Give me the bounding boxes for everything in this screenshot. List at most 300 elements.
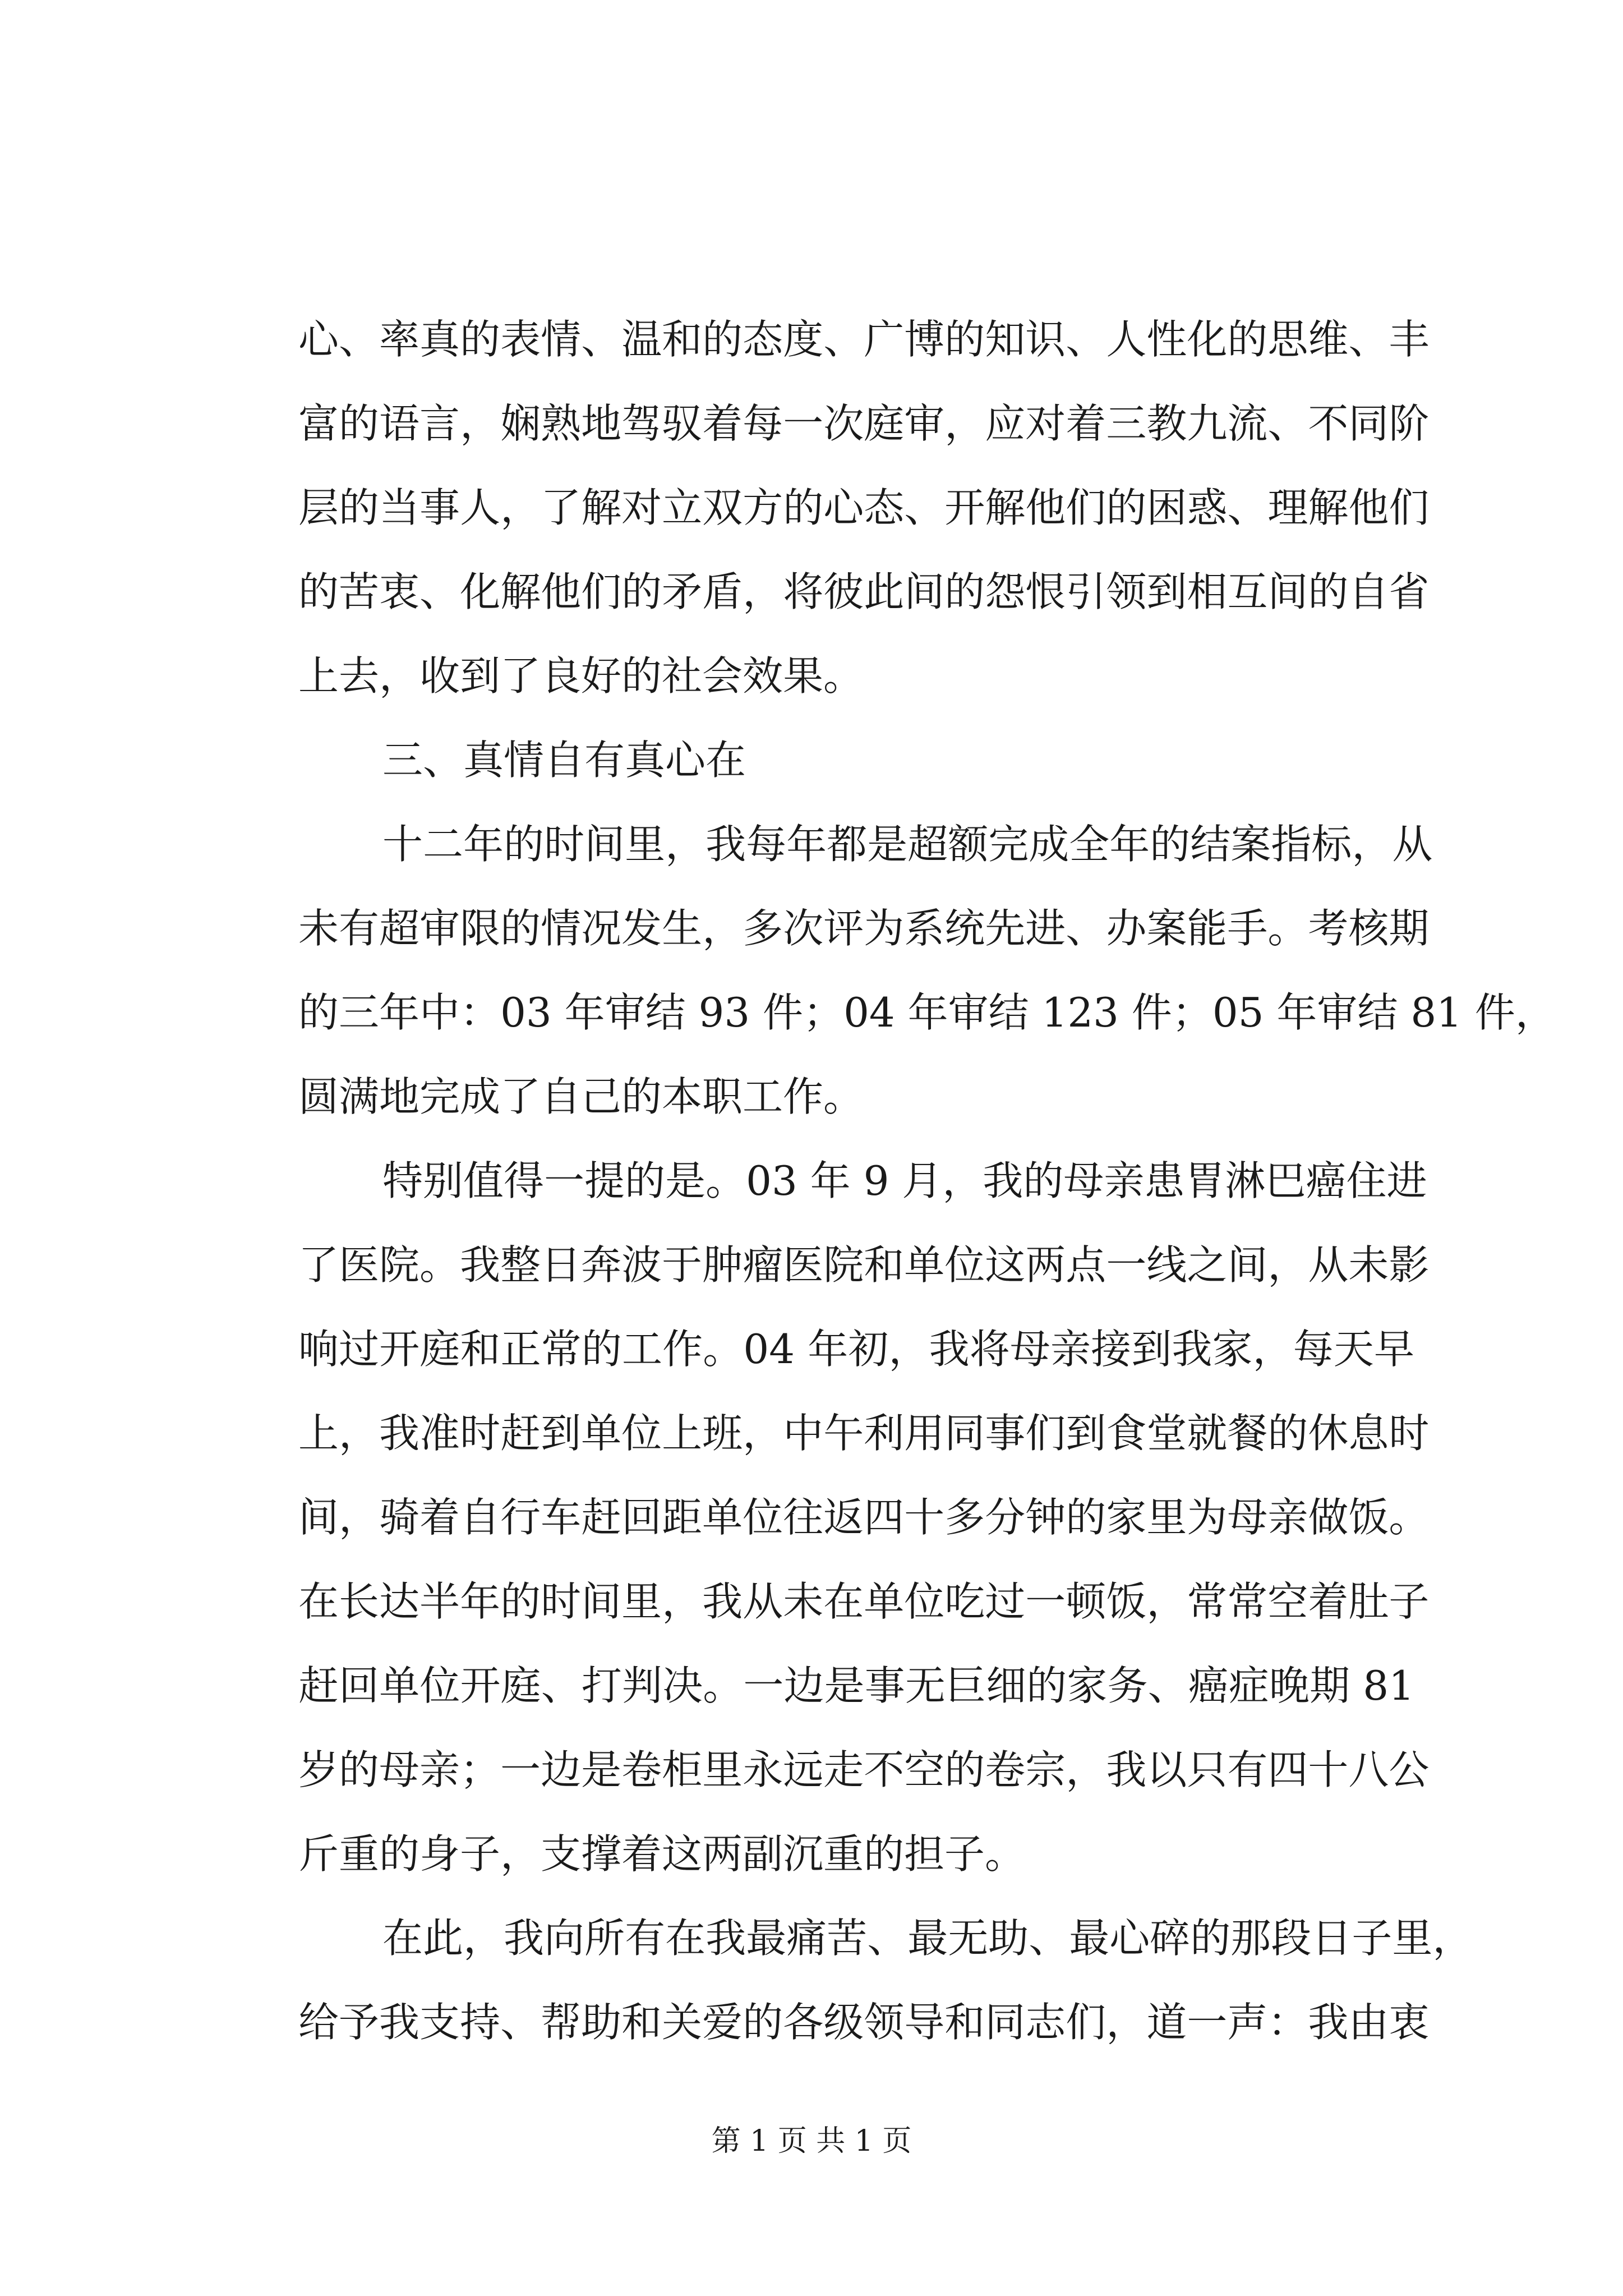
text-char: 苦 <box>339 568 380 615</box>
text-char: 博 <box>904 316 945 363</box>
text-char: 指 <box>1271 821 1312 868</box>
text-char: 返 <box>823 1494 864 1541</box>
text-char <box>1350 1644 1363 1728</box>
text-char: 化 <box>1187 316 1228 363</box>
text-char <box>1029 970 1042 1055</box>
text-char: 母 <box>379 1746 420 1793</box>
text-char: 1 <box>1041 989 1068 1036</box>
text-char: 长 <box>339 1578 380 1625</box>
text-char: 矛 <box>662 568 703 615</box>
text-char: 我 <box>379 1999 420 2046</box>
text-char: 两 <box>1025 1241 1066 1289</box>
text-char: 过 <box>339 1326 380 1373</box>
text-char: 性 <box>1146 316 1187 363</box>
text-char: 的 <box>298 989 339 1036</box>
text-char: 年 <box>810 1157 851 1204</box>
text-line <box>298 381 1430 466</box>
text-char: 我 <box>983 1157 1023 1204</box>
text-char: 和 <box>864 1241 905 1289</box>
text-char: 距 <box>662 1494 703 1541</box>
text-char: 发 <box>621 905 662 952</box>
text-char: 位 <box>944 1241 985 1289</box>
text-char: 务 <box>1107 1662 1148 1709</box>
text-char: 心 <box>1109 1915 1150 1962</box>
text-char: 领 <box>864 1999 905 2046</box>
text-char: 着 <box>702 400 743 447</box>
text-char: 、 <box>339 316 380 363</box>
text-char: 结 <box>988 989 1029 1036</box>
text-char: 打 <box>581 1662 622 1709</box>
text-char: 相 <box>1187 568 1228 615</box>
text-char: 次 <box>783 905 824 952</box>
text-char <box>1264 970 1277 1055</box>
text-char: 自 <box>460 1494 501 1541</box>
text-char: 了 <box>298 1241 339 1289</box>
text-char: 为 <box>864 905 905 952</box>
text-char: 我 <box>504 1915 545 1962</box>
text-line <box>298 1139 1427 1223</box>
text-char: 在 <box>665 1915 706 1962</box>
text-char: ， <box>500 484 541 531</box>
text-char: 患 <box>1144 1157 1185 1204</box>
text-char: 提 <box>584 1157 625 1204</box>
text-char: 考 <box>1308 905 1349 952</box>
text-char: 地 <box>581 400 622 447</box>
text-char: 真 <box>419 316 460 363</box>
text-char: 只 <box>1187 1746 1228 1793</box>
text-char: 子 <box>1389 1578 1430 1625</box>
text-char: 住 <box>1346 1157 1387 1204</box>
document-body <box>298 297 1556 2064</box>
text-char: ， <box>1146 1578 1187 1625</box>
text-char <box>851 1139 864 1223</box>
text-char: 0 <box>843 989 869 1036</box>
text-char: 到 <box>1131 1326 1172 1373</box>
text-char: 间 <box>1267 568 1308 615</box>
text-char: 位 <box>904 1578 945 1625</box>
text-char: 度 <box>783 316 824 363</box>
text-char: 0 <box>500 989 526 1036</box>
text-char: 娴 <box>500 400 541 447</box>
text-char: 段 <box>1271 1915 1312 1962</box>
text-char <box>889 1139 902 1223</box>
text-char: 有 <box>1227 1746 1268 1793</box>
text-char: 癌 <box>1188 1662 1229 1709</box>
text-char: 期 <box>1310 1662 1350 1709</box>
text-char: 九 <box>1187 400 1228 447</box>
text-char: 医 <box>339 1241 380 1289</box>
text-char: 给 <box>298 1999 339 2046</box>
text-char: 衷 <box>1389 1999 1430 2046</box>
text-char: 时 <box>1389 1410 1430 1457</box>
text-char: 苦 <box>827 1915 868 1962</box>
text-char: 十 <box>904 1494 945 1541</box>
text-char: ， <box>662 1578 703 1625</box>
text-char: 食 <box>1106 1410 1147 1457</box>
text-char: ： <box>460 989 501 1036</box>
text-char: 此 <box>423 1915 464 1962</box>
text-char: 做 <box>1308 1494 1349 1541</box>
text-char: 边 <box>783 1662 824 1709</box>
text-char: 核 <box>1348 905 1389 952</box>
text-char: 们 <box>1066 484 1106 531</box>
text-char: 工 <box>622 1326 663 1373</box>
text-char: ， <box>1106 1999 1147 2046</box>
text-char: 从 <box>743 1578 783 1625</box>
text-char: 对 <box>1025 400 1066 447</box>
text-char: 们 <box>1066 1999 1106 2046</box>
text-char: 一 <box>1106 1241 1147 1289</box>
text-char: 和 <box>944 1999 985 2046</box>
text-char: 的 <box>783 484 824 531</box>
text-char: 未 <box>298 905 339 952</box>
text-char: 子 <box>1352 1915 1393 1962</box>
text-char: 互 <box>1227 568 1268 615</box>
text-char: 驭 <box>662 400 703 447</box>
text-char: 是 <box>581 1746 622 1793</box>
text-char: 着 <box>1308 1578 1349 1625</box>
text-char: 从 <box>1308 1241 1349 1289</box>
text-char: 同 <box>1348 400 1389 447</box>
text-char: 的 <box>504 821 545 868</box>
text-char: 回 <box>339 1662 380 1709</box>
text-char: 最 <box>746 1915 787 1962</box>
text-char: 他 <box>541 568 582 615</box>
text-char: 肿 <box>702 1241 743 1289</box>
text-char: 间 <box>1227 1241 1268 1289</box>
text-char: 。 <box>703 1326 744 1373</box>
text-char: 各 <box>783 1999 824 2046</box>
text-char: 母 <box>1063 1157 1104 1204</box>
text-char: 富 <box>298 400 339 447</box>
text-char: 限 <box>460 905 501 952</box>
text-char: 解 <box>1308 484 1349 531</box>
text-char: 心 <box>823 484 864 531</box>
text-char: 于 <box>662 1241 703 1289</box>
text-char: 的 <box>1308 568 1349 615</box>
text-char: 未 <box>1348 1241 1389 1289</box>
text-char: 层 <box>298 484 339 531</box>
text-char: 空 <box>1267 1578 1308 1625</box>
text-char: 的 <box>1026 1662 1067 1709</box>
text-char: 胃 <box>1184 1157 1225 1204</box>
text-char: 开 <box>944 484 985 531</box>
text-char: 我 <box>702 1578 743 1625</box>
text-char: 驾 <box>621 400 662 447</box>
text-char: 了 <box>541 484 582 531</box>
text-char: ， <box>339 1494 380 1541</box>
text-char: 完 <box>988 821 1029 868</box>
text-char: 、 <box>823 316 864 363</box>
text-char: 能 <box>1187 905 1228 952</box>
text-char: 化 <box>460 568 501 615</box>
text-char: 为 <box>1187 1494 1228 1541</box>
text-char: ， <box>1066 1746 1106 1793</box>
text-char <box>797 1139 810 1223</box>
text-char: 息 <box>1348 1410 1389 1457</box>
text-line <box>298 1980 1430 2064</box>
text-char: 点 <box>1066 1241 1106 1289</box>
text-char: 母 <box>1227 1494 1268 1541</box>
text-char: 年 <box>786 821 827 868</box>
text-line <box>298 1559 1430 1644</box>
text-line <box>298 886 1430 970</box>
text-char: 是 <box>824 1662 865 1709</box>
text-char: 熟 <box>541 400 582 447</box>
text-char: 瘤 <box>743 1241 783 1289</box>
text-char: 维 <box>1308 316 1349 363</box>
text-char: 年 <box>460 1578 501 1625</box>
text-char: 赶 <box>500 1410 541 1457</box>
text-char: 边 <box>541 1746 582 1793</box>
text-char: 的 <box>1227 316 1268 363</box>
text-char: 时 <box>544 821 585 868</box>
text-char: 况 <box>581 905 622 952</box>
text-char: 以 <box>1146 1746 1187 1793</box>
text-char: 堂 <box>1146 1410 1187 1457</box>
text-char: ， <box>463 1915 504 1962</box>
text-char: 他 <box>1025 484 1066 531</box>
text-char: 统 <box>944 905 985 952</box>
text-char: 单 <box>379 1662 420 1709</box>
text-char: 惑 <box>1187 484 1228 531</box>
text-char: 、 <box>867 1915 908 1962</box>
text-char: 常 <box>541 1326 582 1373</box>
text-char: 省 <box>1389 568 1430 615</box>
text-char: 次 <box>823 400 864 447</box>
text-char: ， <box>1515 989 1556 1036</box>
text-char: 级 <box>823 1999 864 2046</box>
text-char: 的 <box>1150 821 1191 868</box>
text-char: 每 <box>1293 1326 1334 1373</box>
text-char <box>895 970 908 1055</box>
text-char: 生 <box>662 905 703 952</box>
text-char: 年 <box>379 989 420 1036</box>
text-char: ， <box>702 905 743 952</box>
text-char: 的 <box>500 1578 541 1625</box>
text-char: 年 <box>564 989 605 1036</box>
text-char: 宗 <box>1025 1746 1066 1793</box>
text-char: 方 <box>743 484 783 531</box>
text-char: 院 <box>379 1241 420 1289</box>
text-char: 言 <box>419 400 460 447</box>
text-char: 的 <box>339 484 380 531</box>
text-char: 阶 <box>1389 400 1430 447</box>
text-char: 年 <box>1109 821 1150 868</box>
text-char: 家 <box>1106 1494 1147 1541</box>
text-char: 4 <box>869 989 895 1036</box>
text-char: 盾 <box>702 568 743 615</box>
text-char: 二 <box>423 821 464 868</box>
text-char: 和 <box>621 1999 662 2046</box>
text-char: 十 <box>382 821 423 868</box>
text-char: 超 <box>907 821 948 868</box>
text-char: 审 <box>948 989 989 1036</box>
text-char: 温 <box>621 316 662 363</box>
text-char <box>686 970 699 1055</box>
text-char: 、 <box>419 568 460 615</box>
text-char: 的 <box>1066 1494 1106 1541</box>
text-char: 日 <box>541 1241 582 1289</box>
text-char: 、 <box>1227 484 1268 531</box>
text-char: 们 <box>581 568 622 615</box>
text-char: 的 <box>625 1157 666 1204</box>
text-char: 医 <box>783 1241 824 1289</box>
text-char: 、 <box>1066 905 1106 952</box>
text-char: 、 <box>1267 400 1308 447</box>
text-char: 庭 <box>500 1662 541 1709</box>
text-char: 志 <box>1025 1999 1066 2046</box>
text-char: 的 <box>743 1999 783 2046</box>
text-char: 、 <box>1147 1662 1188 1709</box>
text-char: 3 <box>771 1157 797 1204</box>
text-char: 班 <box>702 1410 743 1457</box>
page-footer: 第 1 页 共 1 页 <box>711 2124 912 2158</box>
text-char: 恨 <box>1025 568 1066 615</box>
text-char: 卷 <box>985 1746 1026 1793</box>
text-char <box>1462 970 1475 1055</box>
text-char: 对 <box>621 484 662 531</box>
text-char: ， <box>888 1326 929 1373</box>
text-char: 的 <box>1267 1410 1308 1457</box>
text-char: 饭 <box>1348 1494 1389 1541</box>
text-char: 间 <box>298 1494 339 1541</box>
text-char: 空 <box>904 1746 945 1793</box>
text-char: 别 <box>423 1157 464 1204</box>
text-char: 助 <box>581 1999 622 2046</box>
text-char: 间 <box>581 1578 622 1625</box>
text-char: 、 <box>1029 1915 1069 1962</box>
text-line <box>298 466 1430 550</box>
text-char: 无 <box>905 1662 946 1709</box>
text-line <box>298 1391 1430 1475</box>
text-char: 支 <box>419 1999 460 2046</box>
text-char: 走 <box>823 1746 864 1793</box>
text-char: 3 <box>525 989 552 1036</box>
text-char: 家 <box>1067 1662 1108 1709</box>
text-char: 0 <box>746 1157 772 1204</box>
text-char: 都 <box>827 821 868 868</box>
text-char: 判 <box>622 1662 663 1709</box>
text-char: 中 <box>419 989 460 1036</box>
text-char: 里 <box>1146 1494 1187 1541</box>
text-char: 位 <box>621 1410 662 1457</box>
text-char: 半 <box>419 1578 460 1625</box>
text-char: 接 <box>1091 1326 1132 1373</box>
text-char: 予 <box>339 1999 380 2046</box>
text-char: 年 <box>907 989 948 1036</box>
text-char: 常 <box>1227 1578 1268 1625</box>
text-char: 就 <box>1187 1410 1228 1457</box>
text-char: 声 <box>1227 1999 1268 2046</box>
text-char: 率 <box>379 316 420 363</box>
text-char: 向 <box>544 1915 585 1962</box>
text-char: 彼 <box>823 568 864 615</box>
text-char: 的 <box>944 568 985 615</box>
text-char: 审 <box>904 400 945 447</box>
text-char: 一 <box>783 400 824 447</box>
text-char: 自 <box>1348 568 1389 615</box>
text-char: 巨 <box>946 1662 986 1709</box>
text-char: 的 <box>339 1746 380 1793</box>
text-char: 教 <box>1146 400 1187 447</box>
text-line <box>298 297 1430 381</box>
text-char: 亲 <box>419 1746 460 1793</box>
text-line <box>298 1728 1430 1812</box>
text-char: 期 <box>1389 905 1430 952</box>
text-char: 过 <box>985 1578 1026 1625</box>
text-char: 利 <box>864 1410 905 1457</box>
text-char: 位 <box>419 1662 460 1709</box>
text-char: 1 <box>1389 1662 1414 1709</box>
text-char: 里 <box>621 1578 662 1625</box>
text-char: 的 <box>702 316 743 363</box>
text-char: 吃 <box>944 1578 985 1625</box>
text-char: 将 <box>783 568 824 615</box>
text-char <box>795 1307 808 1391</box>
text-char: 多 <box>944 1494 985 1541</box>
text-char: 八 <box>1348 1746 1389 1793</box>
text-char: 卷 <box>621 1746 662 1793</box>
text-char: 我 <box>706 1915 746 1962</box>
text-char: 。 <box>706 1157 746 1204</box>
text-char: 的 <box>1106 484 1147 531</box>
text-char: 在 <box>823 1578 864 1625</box>
text-char: 额 <box>948 821 989 868</box>
text-char: 事 <box>864 1662 905 1709</box>
text-char: 往 <box>783 1494 824 1541</box>
text-char <box>750 970 763 1055</box>
text-char: 件 <box>1474 989 1515 1036</box>
text-char: 的 <box>460 316 501 363</box>
text-char: 帮 <box>541 1999 582 2046</box>
text-char: 知 <box>985 316 1026 363</box>
text-char: 单 <box>904 1241 945 1289</box>
text-char: 2 <box>1067 989 1094 1036</box>
text-char: ， <box>339 1410 380 1457</box>
text-char: 应 <box>985 400 1026 447</box>
text-char: 理 <box>1267 484 1308 531</box>
text-char: 天 <box>1333 1326 1374 1373</box>
text-char: ， <box>743 568 783 615</box>
text-char: 年 <box>1276 989 1317 1036</box>
text-char: 四 <box>1267 1746 1308 1793</box>
text-char: 将 <box>969 1326 1010 1373</box>
text-char: 分 <box>985 1494 1026 1541</box>
text-char: 所 <box>584 1915 625 1962</box>
text-char: ， <box>743 1410 783 1457</box>
text-char: 由 <box>1348 1999 1389 2046</box>
text-char: 、 <box>904 484 945 531</box>
text-char: 无 <box>948 1915 989 1962</box>
text-line <box>298 1644 1414 1728</box>
text-char: 我 <box>379 1410 420 1457</box>
text-char: 这 <box>985 1241 1026 1289</box>
text-char: 单 <box>864 1578 905 1625</box>
text-char: 心 <box>298 316 339 363</box>
text-char: 开 <box>460 1662 501 1709</box>
text-char: 一 <box>743 1662 784 1709</box>
text-char: 的 <box>1190 1915 1231 1962</box>
text-char: 最 <box>1069 1915 1110 1962</box>
text-char: 正 <box>500 1326 541 1373</box>
text-char: 作 <box>662 1326 703 1373</box>
text-char: 领 <box>1106 568 1147 615</box>
text-char: 有 <box>339 905 380 952</box>
text-char: 亲 <box>1050 1326 1091 1373</box>
text-char: 进 <box>1025 905 1066 952</box>
text-char: 人 <box>460 484 501 531</box>
